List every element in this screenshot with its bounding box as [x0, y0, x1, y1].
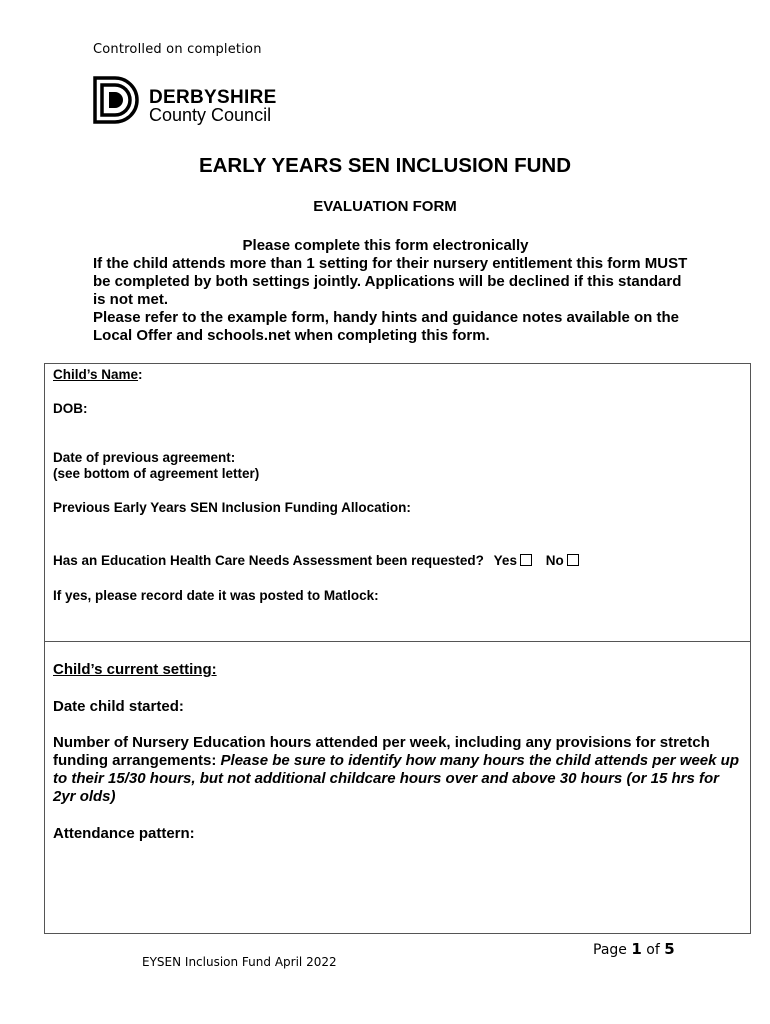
hours-field[interactable]: [53, 734, 743, 806]
intro-line-1: Please complete this form electronically: [242, 237, 529, 254]
prev-agreement-note: (see bottom of agreement letter): [53, 466, 260, 481]
intro-para-1: If the child attends more than 1 setting for their nursery entitlement this form MUST be completed by both settings jointly. Applications will be declined if this standard is not met.: [93, 255, 688, 308]
controlled-note: Controlled on completion: [93, 42, 262, 57]
date-started-field[interactable]: Date child started:: [53, 698, 184, 715]
yes-checkbox[interactable]: [520, 554, 532, 566]
page-current: 1: [631, 940, 642, 958]
page-word: Page: [593, 942, 627, 958]
hours-label: Number of Nursery Education hours attended per week, including any provisions for stretch funding arrangements:: [53, 734, 710, 769]
current-setting-label: Child’s current setting:: [53, 661, 217, 678]
page-number: [593, 940, 675, 958]
child-name-field[interactable]: [53, 367, 143, 382]
child-details-section: [44, 363, 751, 642]
page-subtitle: EVALUATION FORM: [313, 198, 457, 215]
current-setting-field[interactable]: [53, 661, 743, 679]
yes-label: Yes: [493, 553, 517, 568]
ehc-question-label: Has an Education Health Care Needs Assessment been requested?: [53, 553, 484, 568]
document-reference: EYSEN Inclusion Fund April 2022: [142, 955, 337, 969]
no-label: No: [545, 553, 564, 568]
intro-para-2: Please refer to the example form, handy hints and guidance notes available on the Local Offer and schools.net when completing this form.: [93, 309, 679, 344]
current-setting-section: [44, 641, 751, 934]
attendance-pattern-field[interactable]: Attendance pattern:: [53, 825, 195, 842]
page-title: EARLY YEARS SEN INCLUSION FUND: [198, 154, 572, 177]
ehc-question-row: [53, 553, 579, 568]
logo-line-1: DERBYSHIRE: [149, 87, 277, 108]
prev-allocation-field[interactable]: Previous Early Years SEN Inclusion Funding Allocation:: [53, 500, 411, 515]
hours-note: Please be sure to identify how many hours the child attends per week up to their 15/30 hours, but not additional childcare hours over and above 30 hours (or 15 hrs for 2yr olds): [53, 752, 739, 805]
logo-line-2: County Council: [149, 105, 272, 125]
intro-instructions: [93, 237, 693, 345]
derbyshire-d-logo-icon: [93, 76, 145, 124]
page-total: 5: [664, 940, 675, 958]
dob-field[interactable]: DOB:: [53, 401, 88, 416]
derbyshire-logo: [93, 76, 293, 128]
child-name-label: Child’s Name: [53, 367, 139, 382]
ehc-date-field[interactable]: If yes, please record date it was posted to Matlock:: [53, 588, 379, 603]
page-of: of: [646, 942, 660, 958]
prev-agreement-field[interactable]: Date of previous agreement:: [53, 450, 236, 465]
no-checkbox[interactable]: [567, 554, 579, 566]
child-name-colon: :: [138, 367, 143, 382]
